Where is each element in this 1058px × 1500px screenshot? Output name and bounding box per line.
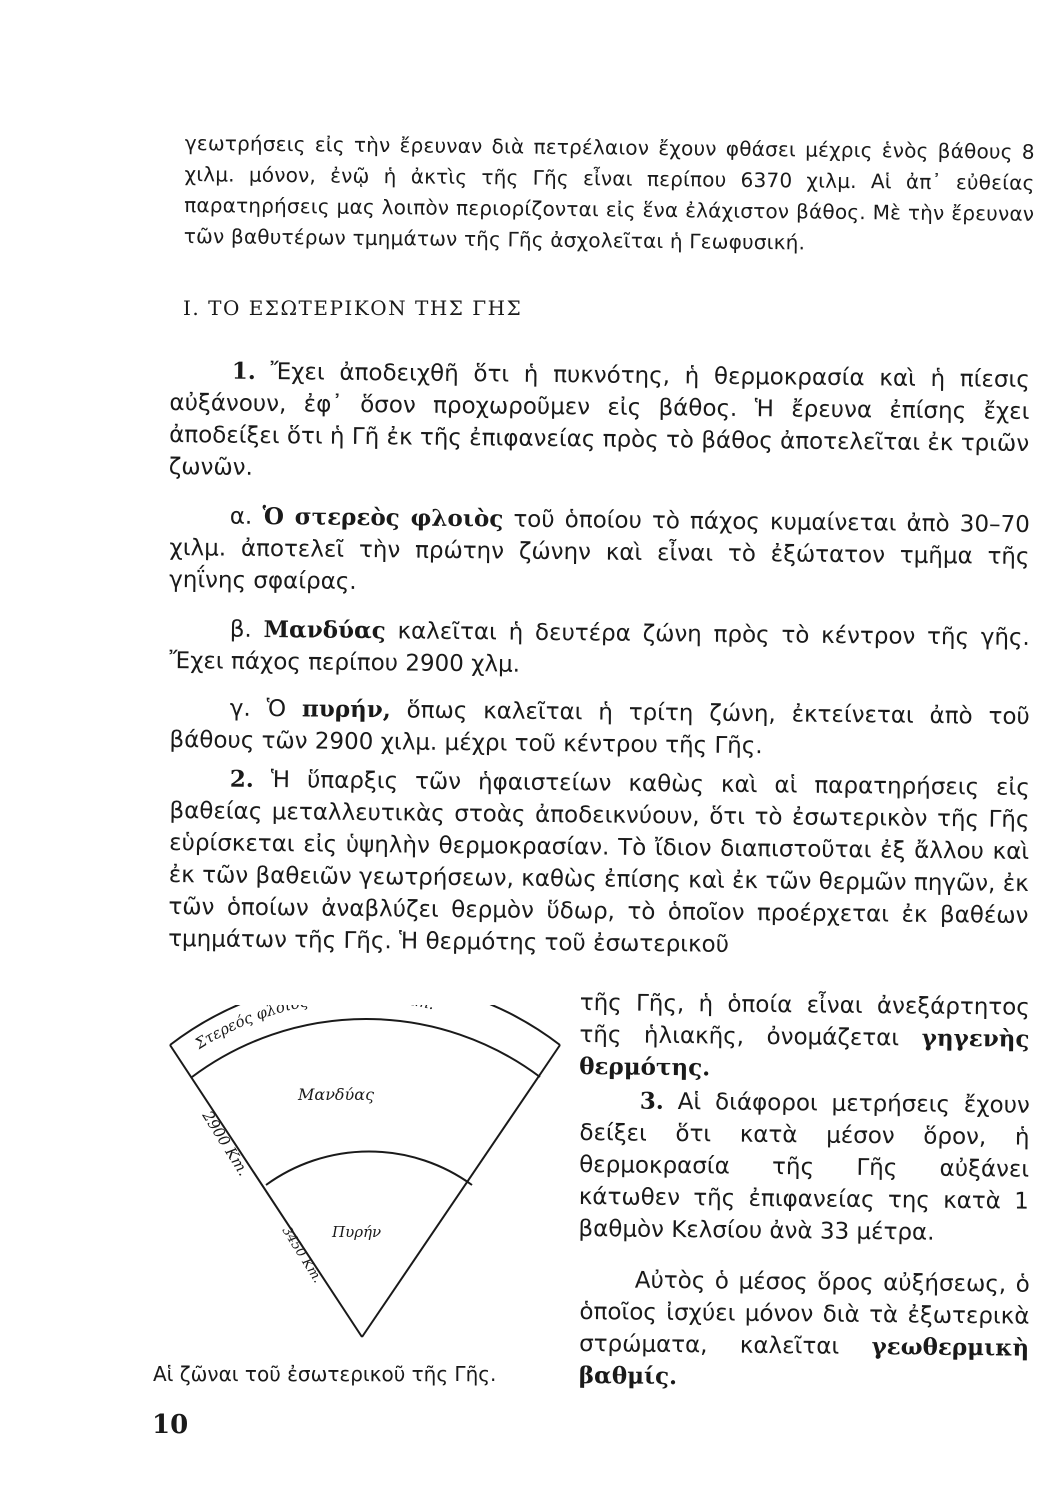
paragraph-2-cont-text: τῆς Γῆς, ἡ ὁποία εἶναι ἀνεξάρτητος τῆς ἡλιακῆς, ὀνομάζεται bbox=[579, 989, 1030, 1052]
term-core: πυρήν, bbox=[301, 695, 391, 724]
crust-label: Στερεός φλοι bbox=[191, 1005, 293, 1053]
page-number: 10 bbox=[152, 1410, 189, 1440]
paragraph-3-number: 3. bbox=[639, 1087, 664, 1115]
paragraph-beta-text: καλεῖται ἡ δευτέρα ζώνη πρὸς τὸ κέντρον τῆς γῆς. Ἔχει πάχος περίπου 2900 χλμ. bbox=[169, 618, 1030, 678]
earth-zones-figure bbox=[150, 1005, 570, 1355]
paragraph-2-text: Ἡ ὕπαρξις τῶν ἡφαιστείων καθὼς καὶ αἱ παρατηρήσεις εἰς βαθείας μεταλλευτικὰς στοὰς ἀποδεικνύουν, ὅτι τὸ ἐσωτερικὸν τῆς Γῆς εὑρίσκεται εἰς ὑψηλὴν θερμοκρασίαν. Τὸ ἴδιον διαπιστοῦται ἐξ ἄλλου καὶ ἐκ τῶν βαθειῶν γεωτρήσεων, καθὼς ἐπίσης καὶ ἐκ τῶν θερμῶν πηγῶν, ἐκ τῶν ὁποίων ἀναβλύζει θερμὸν ὕδωρ, τὸ ὁποῖον προέρχεται ἐκ βαθέων τμημάτων τῆς Γῆς. Ἡ θερμότης τοῦ ἐσωτερικοῦ bbox=[168, 767, 1030, 958]
paragraph-gamma bbox=[169, 692, 1030, 765]
paragraph-2 bbox=[168, 763, 1030, 964]
paragraph-gamma-label: γ. bbox=[229, 695, 251, 722]
paragraph-1-number: 1. bbox=[231, 357, 256, 385]
paragraph-1 bbox=[169, 355, 1030, 492]
sector-right-edge bbox=[362, 1045, 560, 1337]
core-arc bbox=[266, 1151, 472, 1185]
paragraph-2-continued bbox=[579, 987, 1030, 1088]
paragraph-gamma-pre: Ὁ bbox=[266, 696, 287, 723]
paragraph-1-text: Ἔχει ἀποδειχθῆ ὅτι ἡ πυκνότης, ἡ θερμοκρασία καὶ ἡ πίεσις αὐξάνουν, ἐφ᾽ ὅσον προχωροῦμεν εἰς βάθος. Ἡ ἔρευνα ἐπίσης ἔχει ἀποδείξει ὅτι ἡ Γῆ ἐκ τῆς ἐπιφανείας πρὸς τὸ βάθος ἀποτελεῖται ἐκ τριῶν ζωνῶν. bbox=[168, 359, 1030, 481]
paragraph-2-number: 2. bbox=[229, 765, 254, 793]
term-mantle: Μανδύας bbox=[263, 615, 386, 645]
core-label: Πυρήν bbox=[332, 1223, 382, 1241]
paragraph-beta-label: β. bbox=[229, 616, 252, 643]
paragraph-3 bbox=[578, 1085, 1030, 1250]
term-crust: Ὁ στερεὸς φλοιὸς bbox=[262, 502, 504, 533]
section-heading: I. ΤΟ ΕΣΩΤΕΡΙΚΟΝ ΤΗΣ ΓΗΣ bbox=[183, 296, 523, 320]
paragraph-4 bbox=[579, 1264, 1030, 1397]
paragraph-beta bbox=[169, 613, 1030, 686]
paragraph-alpha-label: α. bbox=[229, 503, 253, 530]
core-depth-label: 3450 Κm. bbox=[278, 1224, 325, 1286]
intro-paragraph: γεωτρήσεις εἰς τὴν ἔρευναν διὰ πετρέλαιον ἔχουν φθάσει μέχρις ἑνὸς βάθους 8 χιλμ. μόνον, ἐνῷ ἡ ἀκτὶς τῆς Γῆς εἶναι περίπου 6370 χιλμ. Αἱ ἀπ᾽ εὐθείας παρατηρήσεις μας λοιπὸν περιορίζονται εἰς ἕνα ἐλάχιστον βάθος. Μὲ τὴν ἔρευναν τῶν βαθυτέρων τμημάτων τῆς Γῆς ἀσχολεῖται ἡ Γεωφυσική. bbox=[183, 130, 1035, 255]
term-geothermal-gradient: γεωθερμικὴ βαθμίς. bbox=[578, 1333, 1030, 1391]
term-geogenic-heat: γηγενὴς θερμότης. bbox=[579, 1024, 1030, 1082]
paragraph-gamma-text: ὅπως καλεῖται ἡ τρίτη ζώνη, ἐκτείνεται ἀπὸ τοῦ βάθους τῶν 2900 χιλμ. μέχρι τοῦ κέντρου τῆς Γῆς. bbox=[169, 697, 1030, 760]
figure-caption: Αἱ ζῶναι τοῦ ἐσωτερικοῦ τῆς Γῆς. bbox=[153, 1362, 497, 1386]
paragraph-4-text: Αὐτὸς ὁ μέσος ὅρος αὐξήσεως, ὁ ὁποῖος ἰσχύει μόνον διὰ τὰ ἐξωτερικὰ στρώματα, καλεῖται bbox=[579, 1267, 1030, 1360]
mantle-label: Μανδύας bbox=[298, 1085, 375, 1104]
paragraph-alpha bbox=[169, 500, 1030, 605]
paragraph-alpha-text: τοῦ ὁποίου τὸ πάχος κυμαίνεται ἀπὸ 30–70 χιλμ. ἀποτελεῖ τὴν πρώτην ζώνην καὶ εἶναι τὸ ἐξώτατον τμῆμα τῆς γηΐνης σφαίρας. bbox=[169, 506, 1030, 595]
mantle-depth-label: 2900 Κm. bbox=[198, 1107, 253, 1180]
earth-zones-diagram bbox=[150, 1005, 570, 1355]
paragraph-3-text: Αἱ διάφοροι μετρήσεις ἔχουν δείξει ὅτι κατὰ μέσον ὅρον, ἡ θερμοκρασία τῆς Γῆς αὐξάνει κάτωθεν τῆς ἐπιφανείας της κατὰ 1 βαθμὸν Κελσίου ἀνὰ 33 μέτρα. bbox=[578, 1089, 1030, 1246]
